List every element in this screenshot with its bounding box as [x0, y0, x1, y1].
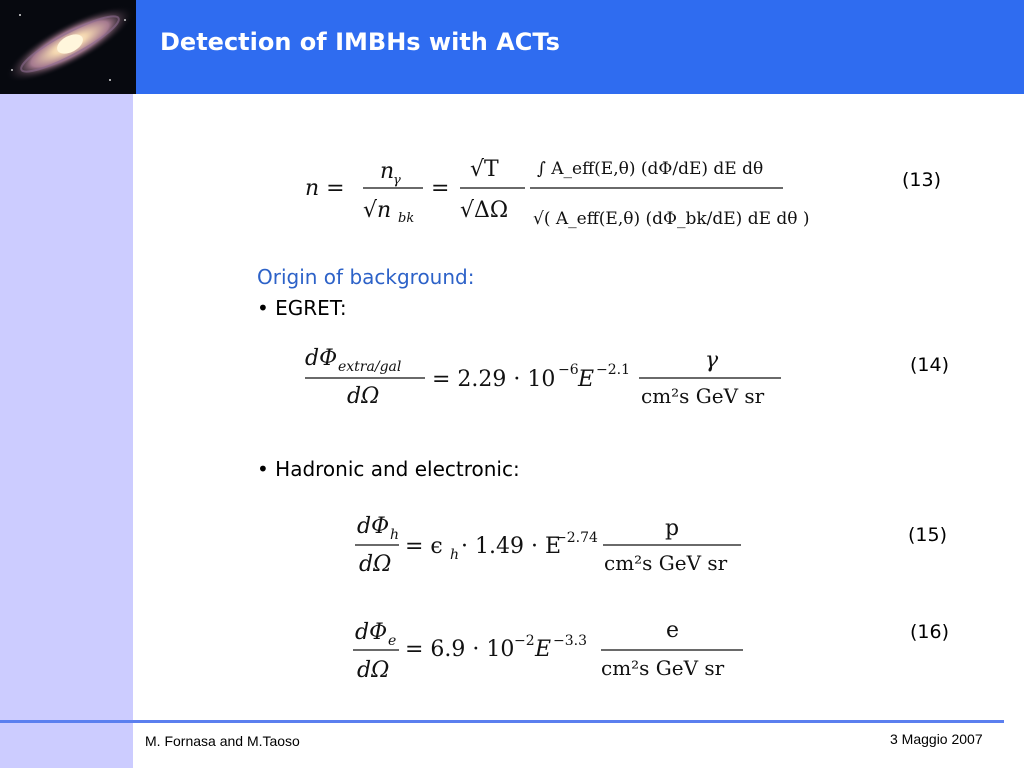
eq13-frac3-num: ∫ A_eff(E,θ) (dΦ/dE) dE dθ — [537, 159, 764, 179]
eq15-middle2: · 1.49 · E — [461, 534, 562, 559]
eq13-frac1-num: n — [380, 159, 395, 184]
eq16-rhs-num: e — [666, 618, 680, 643]
eq14-lhs-num-sub: extra/gal — [338, 359, 402, 375]
eq16-rhs-den: cm²s GeV sr — [601, 656, 725, 680]
equation-number-16: (16) — [910, 621, 950, 643]
eq13-frac1-den: √n — [363, 198, 392, 223]
eq13-frac2-den: √ΔΩ — [460, 198, 509, 223]
eq13-equals: = — [431, 176, 450, 201]
eq13-frac1-den-sub: bk — [398, 211, 415, 226]
eq15-rhs-den: cm²s GeV sr — [604, 551, 728, 575]
equation-15 — [353, 505, 753, 580]
left-sidebar — [0, 94, 133, 768]
eq15-exp: −2.74 — [555, 530, 598, 546]
eq14-rhs-den: cm²s GeV sr — [641, 384, 765, 408]
eq14-rhs-num: γ — [705, 348, 719, 373]
origin-heading: Origin of background: — [257, 265, 475, 289]
header-bar — [0, 0, 1024, 94]
eq15-middle-sub: h — [450, 547, 460, 563]
eq16-exp2: −3.3 — [553, 633, 587, 649]
eq14-E: E — [578, 367, 595, 392]
eq16-lhs-num-sub: e — [388, 633, 397, 649]
eq14-lhs-den: dΩ — [347, 384, 380, 409]
eq15-middle: = ϵ — [405, 534, 443, 559]
eq13-frac1-num-sub: γ — [393, 173, 401, 188]
eq14-exp1: −6 — [558, 362, 579, 378]
bullet-hadronic: • Hadronic and electronic: — [257, 457, 520, 481]
eq14-middle: = 2.29 · 10 — [432, 367, 556, 392]
equation-number-14: (14) — [910, 354, 950, 376]
footer-author: M. Fornasa and M.Taoso — [145, 733, 300, 749]
equation-number-15: (15) — [908, 524, 948, 546]
equation-number-13: (13) — [902, 169, 942, 191]
footer-date: 3 Maggio 2007 — [890, 731, 983, 747]
eq13-lhs: n = — [305, 176, 345, 201]
eq13-frac2-num: √T — [470, 157, 499, 182]
eq14-lhs-num: dΦ — [305, 346, 338, 371]
eq13-frac3-den: √( A_eff(E,θ) (dΦ_bk/dE) dE dθ ) — [533, 209, 810, 229]
eq15-lhs-den: dΩ — [359, 552, 392, 577]
eq16-exp1: −2 — [514, 633, 535, 649]
equation-13 — [305, 140, 810, 250]
slide-title: Detection of IMBHs with ACTs — [160, 28, 560, 56]
eq16-E: E — [535, 637, 552, 662]
eq16-middle: = 6.9 · 10 — [405, 637, 515, 662]
eq16-lhs-den: dΩ — [357, 658, 390, 683]
eq16-lhs-num: dΦ — [355, 620, 388, 645]
eq14-exp2: −2.1 — [596, 362, 630, 378]
galaxy-logo — [0, 0, 136, 94]
eq15-lhs-num: dΦ — [357, 514, 390, 539]
eq15-lhs-num-sub: h — [390, 527, 400, 543]
footer-divider — [0, 720, 1004, 723]
bullet-egret: • EGRET: — [257, 296, 347, 320]
eq15-rhs-num: p — [665, 516, 680, 541]
equation-14 — [305, 340, 795, 415]
equation-16 — [353, 610, 753, 685]
